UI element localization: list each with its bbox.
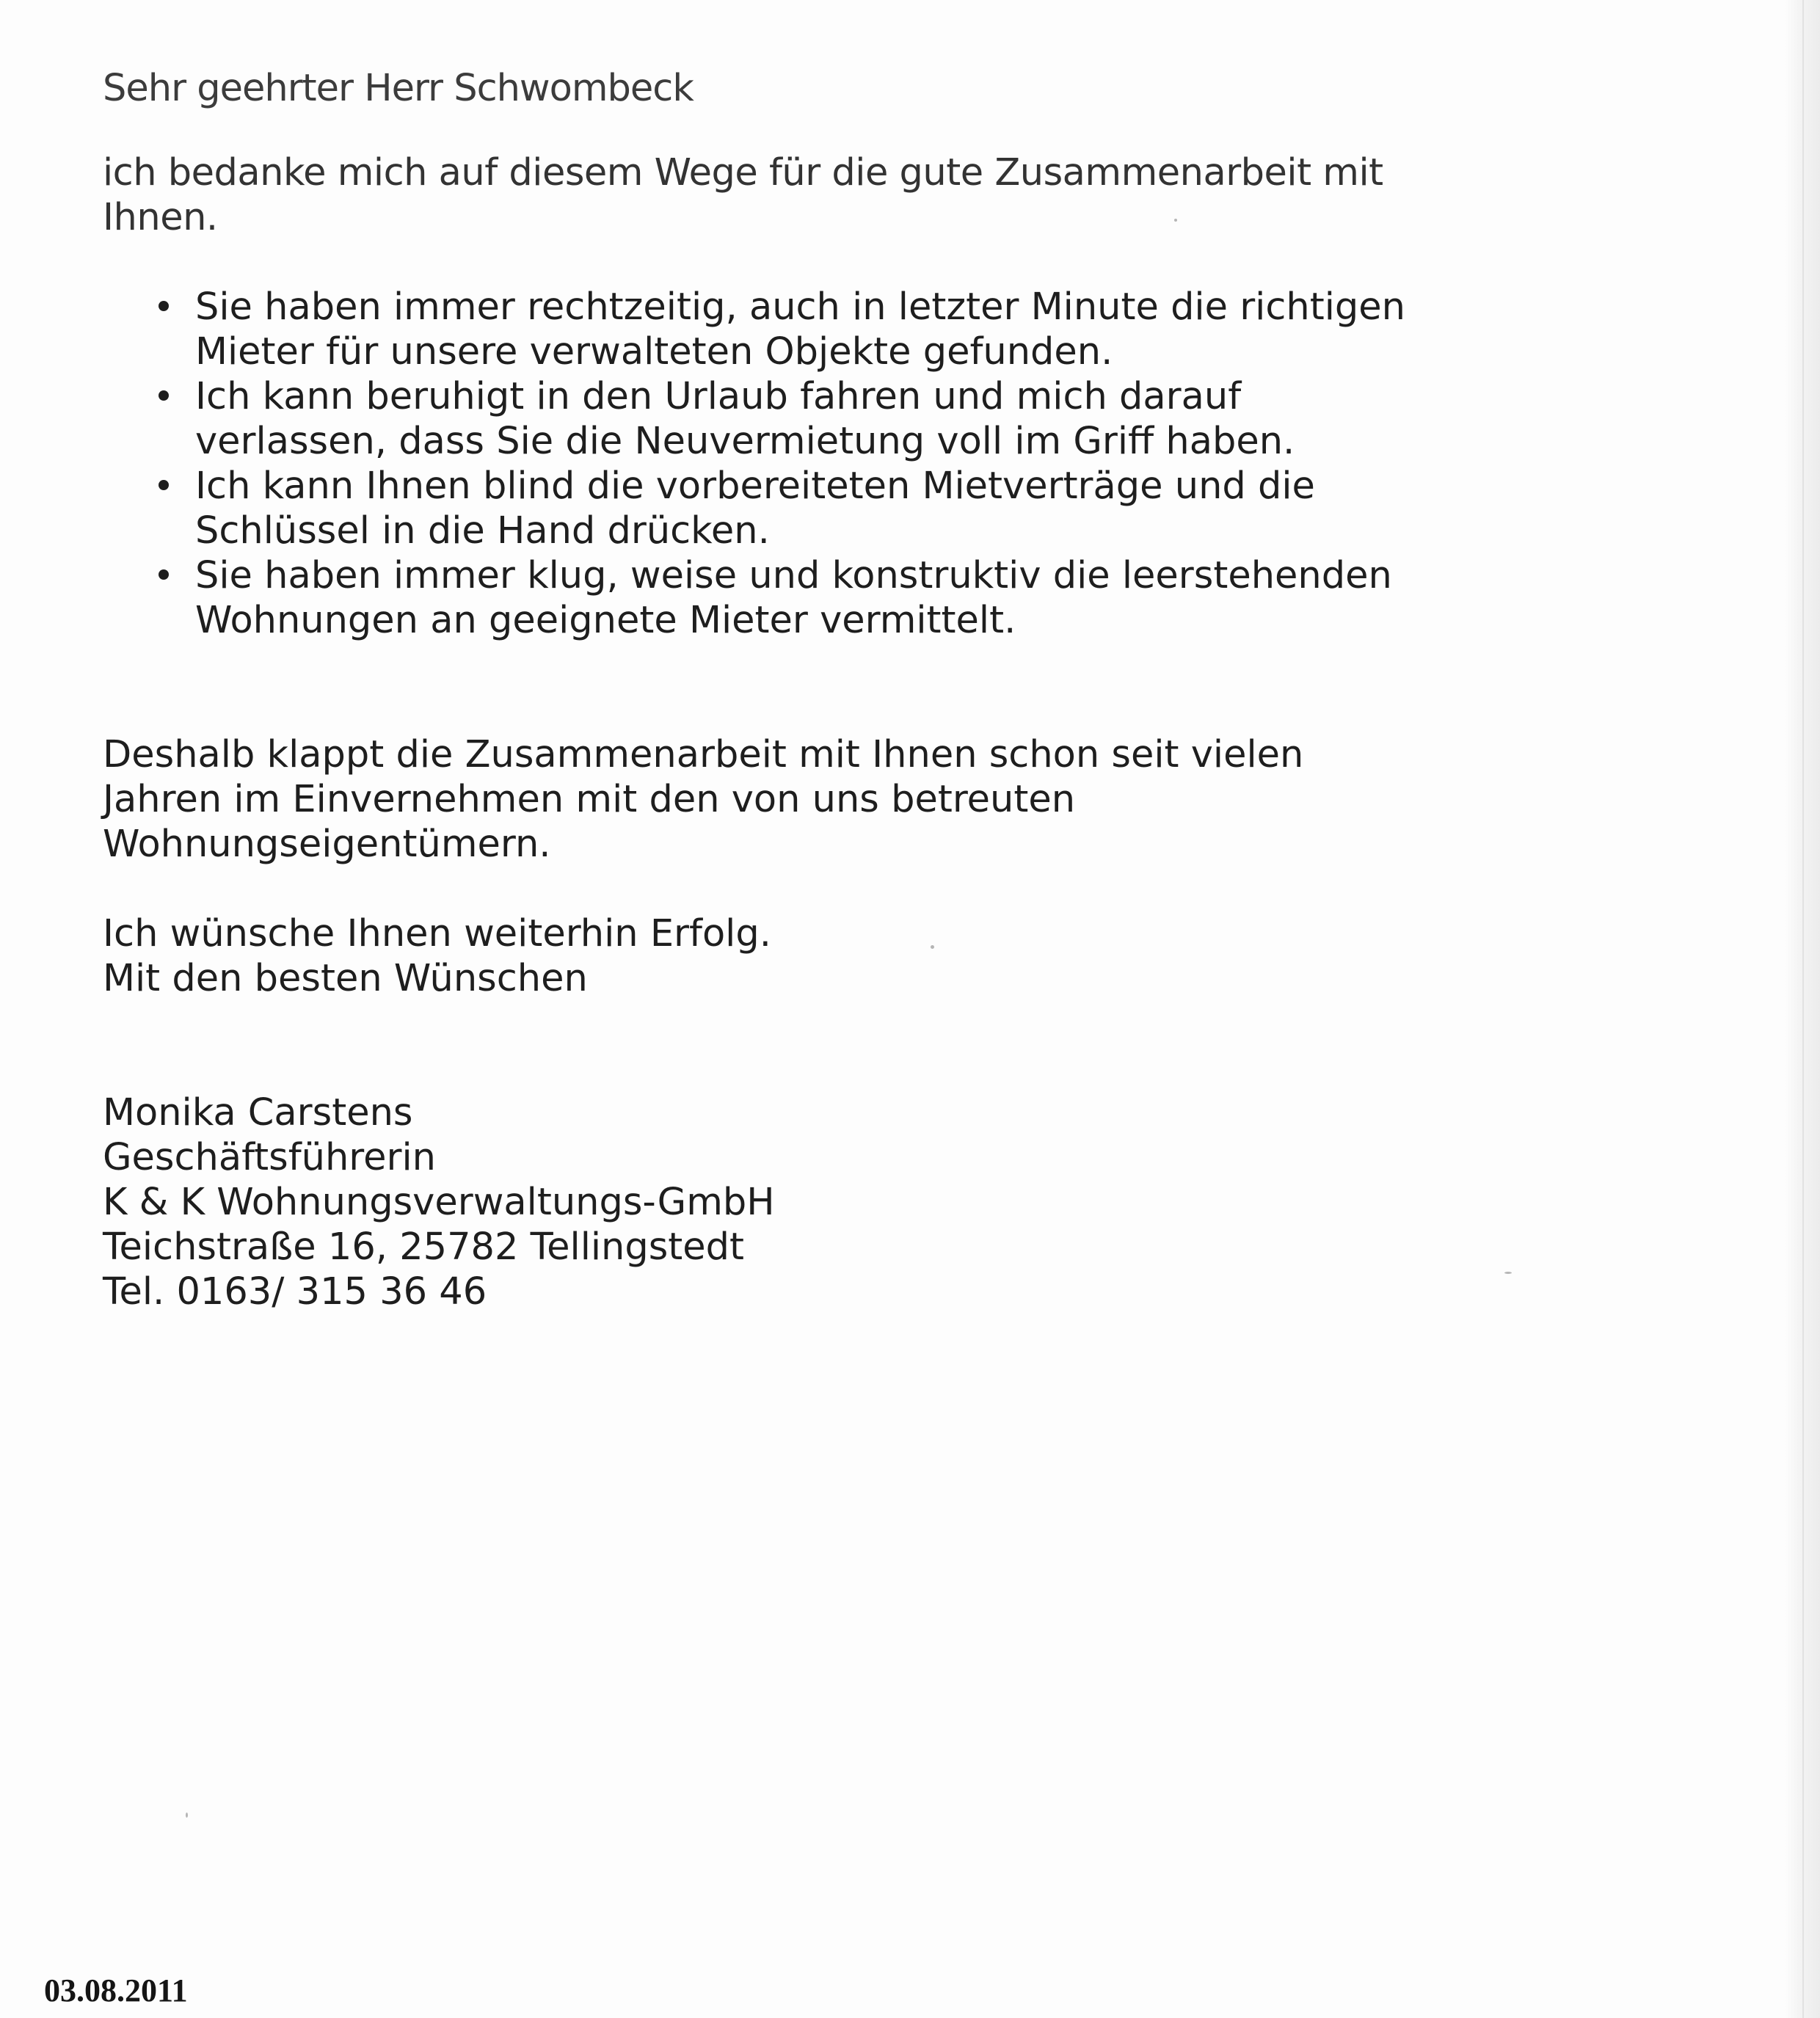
bullet-dot (159, 301, 169, 311)
praise-line: Wohnungen an geeignete Mieter vermittelt. (195, 599, 1016, 642)
praise-line: Mieter für unsere verwalteten Objekte gefunden. (195, 330, 1113, 374)
intro-line: Ihnen. (103, 196, 218, 239)
intro-paragraph (103, 150, 1424, 240)
closing-line: Wohnungseigentümern. (103, 823, 551, 866)
closing-paragraph (103, 732, 1424, 867)
intro-line: ich bedanke mich auf diesem Wege für die gute Zusammenarbeit mit (103, 151, 1383, 194)
signer-name: Monika Carstens (103, 1091, 413, 1134)
praise-line: Ich kann Ihnen blind die vorbereiteten Mietverträge und die (195, 465, 1315, 508)
bullet-dot (159, 480, 169, 490)
praise-line: Sie haben immer klug, weise und konstruktiv die leerstehenden (195, 554, 1392, 597)
scan-speck (1504, 1272, 1512, 1274)
phone-number: Tel. 0163/ 315 36 46 (103, 1270, 487, 1314)
praise-list-item (195, 553, 1424, 643)
letter-body (103, 66, 1424, 1314)
praise-list-item (195, 464, 1424, 553)
praise-list (103, 285, 1424, 643)
praise-list-item (195, 374, 1424, 464)
company-address: Teichstraße 16, 25782 Tellingstedt (103, 1225, 745, 1269)
wish-line: Ich wünsche Ihnen weiterhin Erfolg. (103, 912, 771, 955)
praise-list-item (195, 285, 1424, 374)
praise-line: verlassen, dass Sie die Neuvermietung voll im Griff haben. (195, 420, 1295, 463)
company-name: K & K Wohnungsverwaltungs-GmbH (103, 1181, 775, 1224)
scan-speck (186, 1813, 188, 1818)
regards-line: Mit den besten Wünschen (103, 957, 588, 1000)
signer-role: Geschäftsführerin (103, 1136, 436, 1179)
bullet-dot (159, 569, 169, 580)
scan-date-stamp: 03.08.2011 (44, 1973, 188, 2008)
scan-edge-line (1802, 0, 1804, 2018)
praise-line: Schlüssel in die Hand drücken. (195, 509, 770, 553)
closing-line: Jahren im Einvernehmen mit den von uns betreuten (103, 778, 1076, 821)
praise-line: Sie haben immer rechtzeitig, auch in letzter Minute die richtigen (195, 285, 1405, 329)
closing-line: Deshalb klappt die Zusammenarbeit mit Ihnen schon seit vielen (103, 733, 1304, 776)
salutation: Sehr geehrter Herr Schwombeck (103, 67, 694, 110)
signature-block (103, 1090, 1424, 1314)
praise-line: Ich kann beruhigt in den Urlaub fahren und mich darauf (195, 375, 1242, 418)
wishes-block (103, 911, 1424, 1001)
bullet-dot (159, 390, 169, 401)
